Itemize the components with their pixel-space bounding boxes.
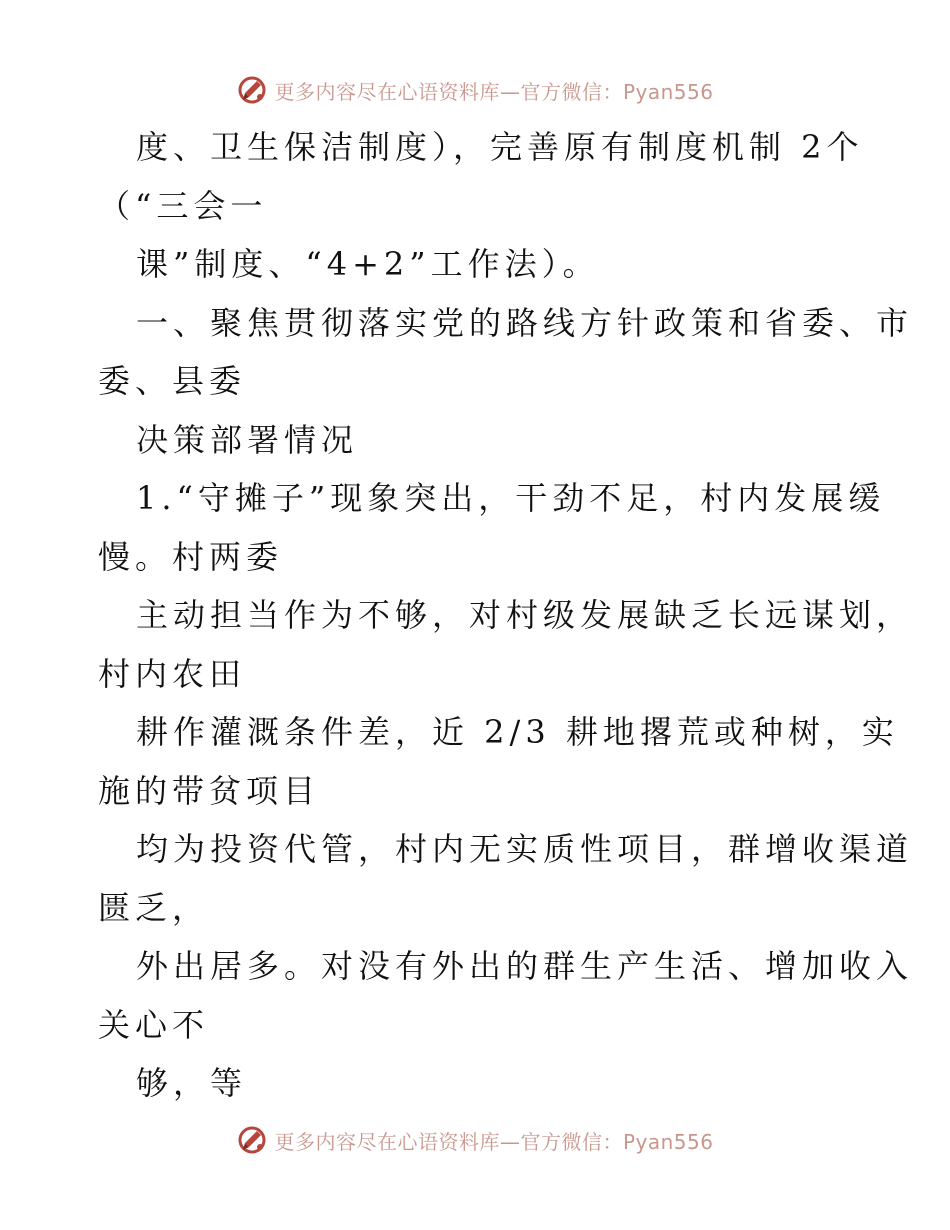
- text-line: （“三会一: [98, 186, 268, 225]
- text-line: 施的带贫项目: [98, 771, 321, 810]
- watermark-text: 更多内容尽在心语资料库—官方微信：Pyan556: [274, 1129, 714, 1154]
- text-line: 外出居多。对没有外出的群生产生活、增加收入: [136, 947, 914, 985]
- text-line: 主动担当作为不够，对村级发展缺乏长远谋划，: [136, 596, 914, 634]
- text-line: 耕作灌溉条件差，近 2/3 耕地撂荒或种树，实: [136, 713, 899, 751]
- text-line: 度、卫生保洁制度），完善原有制度机制 2个: [136, 128, 864, 166]
- pen-logo-icon: [236, 73, 270, 107]
- text-line: 够，等: [136, 1064, 248, 1102]
- text-line: 村内农田: [98, 654, 247, 693]
- watermark-text: 更多内容尽在心语资料库—官方微信：Pyan556: [274, 79, 714, 104]
- document-body: [98, 118, 914, 1113]
- text-line: 1.“守摊子”现象突出，干劲不足，村内发展缓: [136, 479, 886, 517]
- text-line: 关心不: [98, 1005, 210, 1044]
- header-watermark: [0, 70, 950, 110]
- text-line: 一、聚焦贯彻落实党的路线方针政策和省委、市: [136, 303, 914, 342]
- text-line: 决策部署情况: [136, 420, 359, 459]
- pen-logo-icon: [236, 1123, 270, 1157]
- text-line: 课”制度、“4+2”工作法）。: [136, 245, 600, 283]
- text-line: 均为投资代管，村内无实质性项目，群增收渠道: [136, 830, 914, 868]
- text-line: 委、县委: [98, 362, 247, 400]
- text-line: 匮乏，: [98, 888, 210, 927]
- text-line: 慢。村两委: [98, 537, 284, 576]
- footer-watermark: [0, 1120, 950, 1160]
